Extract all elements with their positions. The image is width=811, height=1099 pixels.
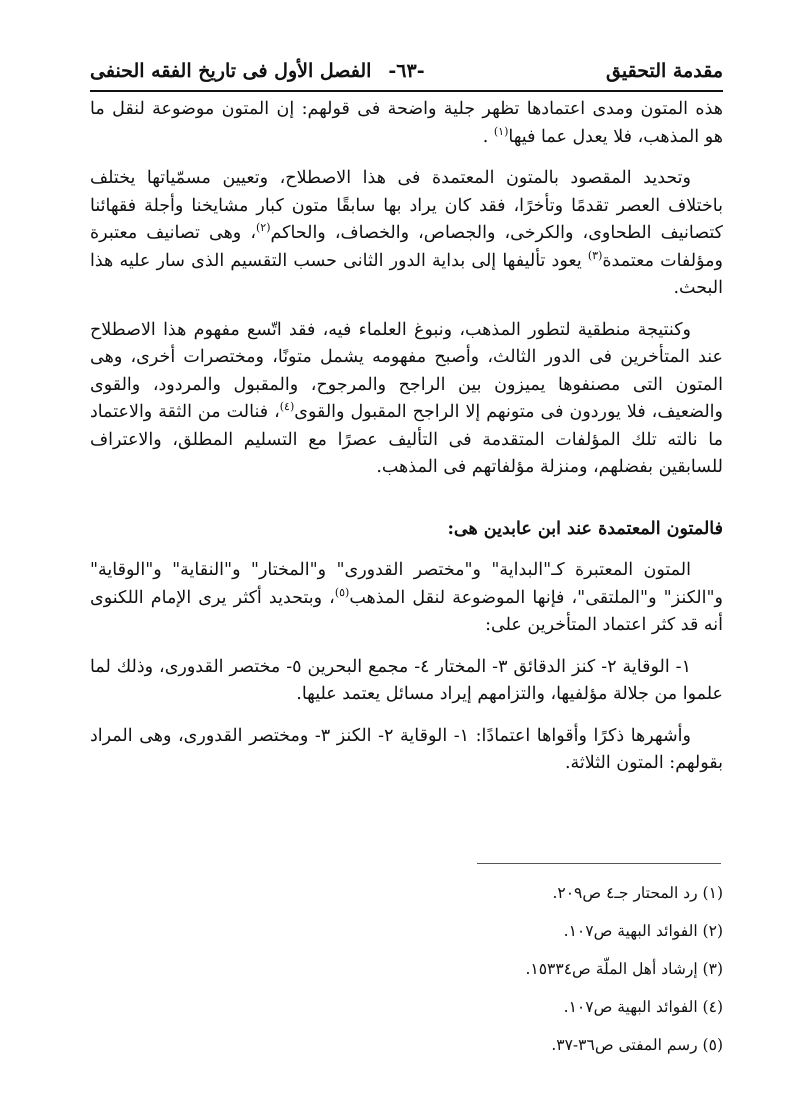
footnote-4: (٤) الفوائد البهية ص١٠٧. [563,998,723,1016]
footnote-5: (٥) رسم المفتى ص٣٦-٣٧. [551,1036,723,1054]
footnote-ref-4[interactable]: (٤) [279,400,295,414]
main-text [90,96,723,778]
paragraph-1-text: هذه المتون ومدى اعتمادها تظهر جلية واضحة فى قولهم: إن المتون موضوعة لنقل ما هو المذهب، فلا يعدل عما فيها [90,99,723,147]
paragraph-1 [90,96,723,151]
paragraph-1-end: . [482,126,489,147]
paragraph-3-text-b: ، فنالت من الثقة والاعتماد ما نالته تلك المؤلفات المتقدمة فى التأليف عصرًا مع التسليم المطلق، والاعتراف للسابقين بفضلهم، ومنزلة مؤلفاتهم فى المذهب. [90,402,723,477]
header-section-title: مقدمة التحقيق [606,60,723,82]
paragraph-4-text-a: المتون المعتبرة كـ"البداية" و"مختصر القدورى" و"المختار" و"النقاية" و"الوقاية" و"الكنز" و"الملتقى"، فإنها الموضوعة لنقل المذهب [90,560,723,608]
paragraph-4-text-b: ، وبتحديد أكثر يرى الإمام اللكنوى أنه قد كثر اعتماد المتأخرين على: [90,587,723,635]
paragraph-2 [90,165,723,303]
footnote-1: (١) رد المحتار جـ٤ ص٢٠٩. [552,884,723,902]
footnote-ref-3[interactable]: (٣) [587,248,603,262]
section-heading: فالمتون المعتمدة عند ابن عابدين هى: [447,518,723,539]
paragraph-3 [90,317,723,482]
footnote-ref-5[interactable]: (٥) [334,585,350,599]
footnote-ref-1[interactable]: (١) [493,124,509,138]
header-chapter-title: الفصل الأول فى تاريخ الفقه الحنفى [90,60,372,82]
paragraph-4 [90,557,723,640]
paragraph-2-text-a: وتحديد المقصود بالمتون المعتمدة فى هذا الاصطلاح، وتعيين مسمّياتها يختلف باختلاف العصر تقدمًا وتأخرًا، فقد كان يراد بها سابقًا متون كبار مشايخنا وأجلة فقهائنا كتصانيف الطحاوى، والكرخى، والجصاص، والخصاف، والحاكم [90,168,723,243]
paragraph-6: وأشهرها ذكرًا وأقواها اعتمادًا: ١- الوقاية ٢- الكنز ٣- ومختصر القدورى، وهى المراد بقولهم: المتون الثلاثة. [90,725,723,773]
paragraph-3-text-a: وكنتيجة منطقية لتطور المذهب، ونبوغ العلماء فيه، فقد اتّسع مفهوم هذا الاصطلاح عند المتأخرين فى الدور الثالث، وأصبح مفهومه يشمل متونًا، ومختصرات أخرى، وهى المتون التى مصنفوها يميزون بين الراجح والمرجوح، والمقبول والمردود، والقوى والضعيف، فلا يوردون فى متونهم إلا الراجح المقبول والقوى [90,319,723,422]
footnotes [90,874,723,1064]
page-number: -٦٣- [388,60,425,82]
footnote-2: (٢) الفوائد البهية ص١٠٧. [563,922,723,940]
paragraph-2-text-b: ، وهى تصانيف معتبرة ومؤلفات معتمدة [90,223,723,271]
paragraph-2-text-c: يعود تأليفها إلى بداية الدور الثانى حسب التقسيم الذى سار عليه هذا البحث. [90,250,723,298]
footnote-divider [477,863,721,864]
footnote-3: (٣) إرشاد أهل الملّة ص١٥٣٣٤. [525,960,723,978]
footnote-ref-2[interactable]: (٢) [255,221,271,235]
running-header [90,60,723,92]
paragraph-5-list: ١- الوقاية ٢- كنز الدقائق ٣- المختار ٤- مجمع البحرين ٥- مختصر القدورى، وذلك لما علموا من جلالة مؤلفيها، والتزامهم إيراد مسائل يعتمد عليها. [90,656,723,704]
